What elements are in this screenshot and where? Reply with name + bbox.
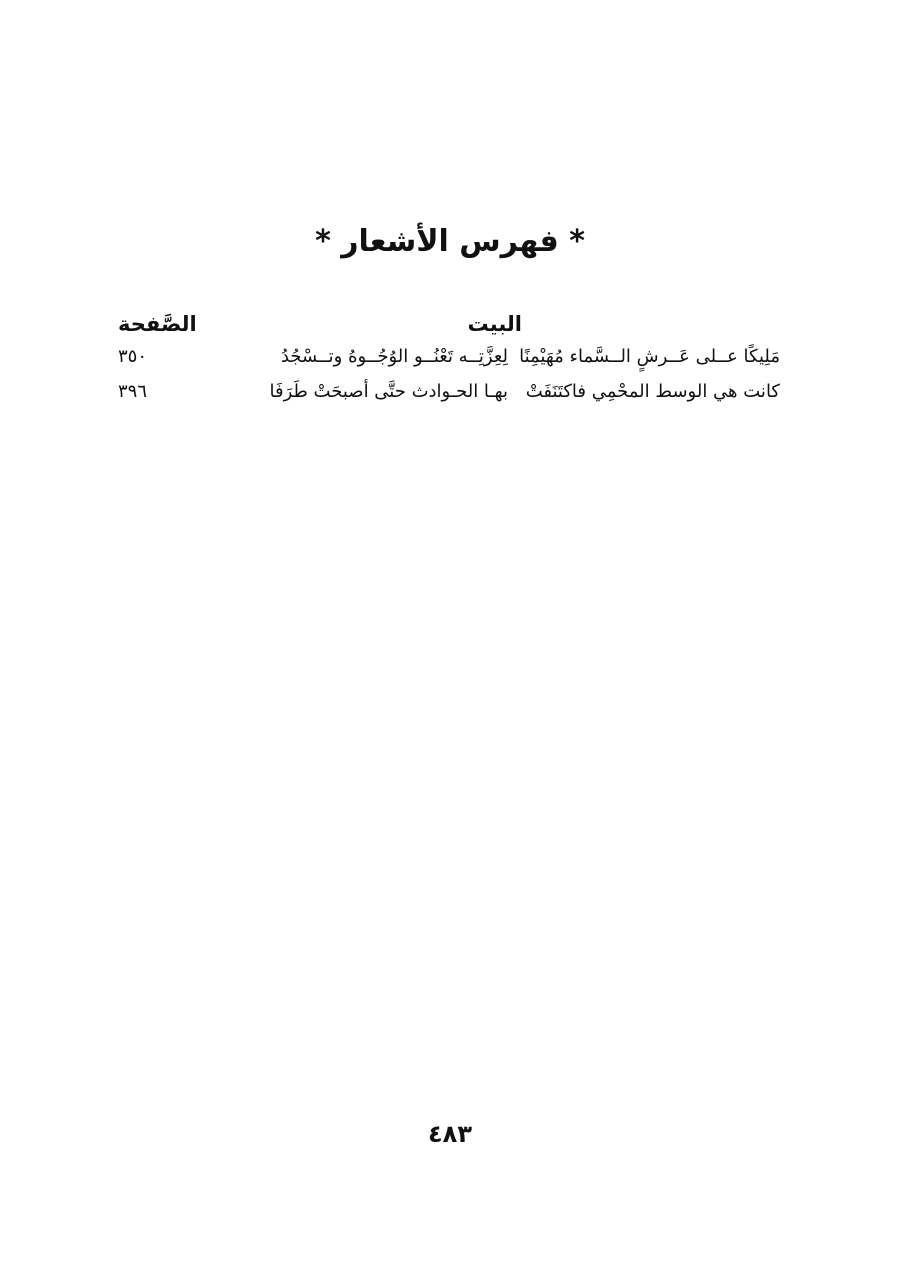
table-header bbox=[100, 312, 790, 342]
page-title: * فهرس الأشعار * bbox=[315, 224, 585, 259]
second-hemistich: لِعِزَّتِــه تَعْنُــو الوُجُــوهُ وتــسْجُدُ bbox=[280, 346, 508, 367]
second-hemistich: بهـا الحـوادث حتَّى أصبحَتْ طَرَفَا bbox=[269, 381, 508, 402]
table-row bbox=[100, 346, 790, 376]
page-reference: ٣٩٦ bbox=[118, 381, 148, 402]
page-column-header: الصَّفحة bbox=[118, 312, 197, 336]
table-row bbox=[100, 381, 790, 411]
first-hemistich: كانت هي الوسط المحْمِي فاكتَنَفَتْ bbox=[525, 381, 780, 402]
first-hemistich: مَلِيكًا عــلى عَــرشٍ الــسَّماء مُهَيْمِنًا bbox=[519, 346, 780, 367]
verse-column-header: البيت bbox=[467, 312, 522, 336]
footer-page-number: ٤٨٣ bbox=[428, 1120, 472, 1148]
page-reference: ٣٥٠ bbox=[118, 346, 148, 367]
